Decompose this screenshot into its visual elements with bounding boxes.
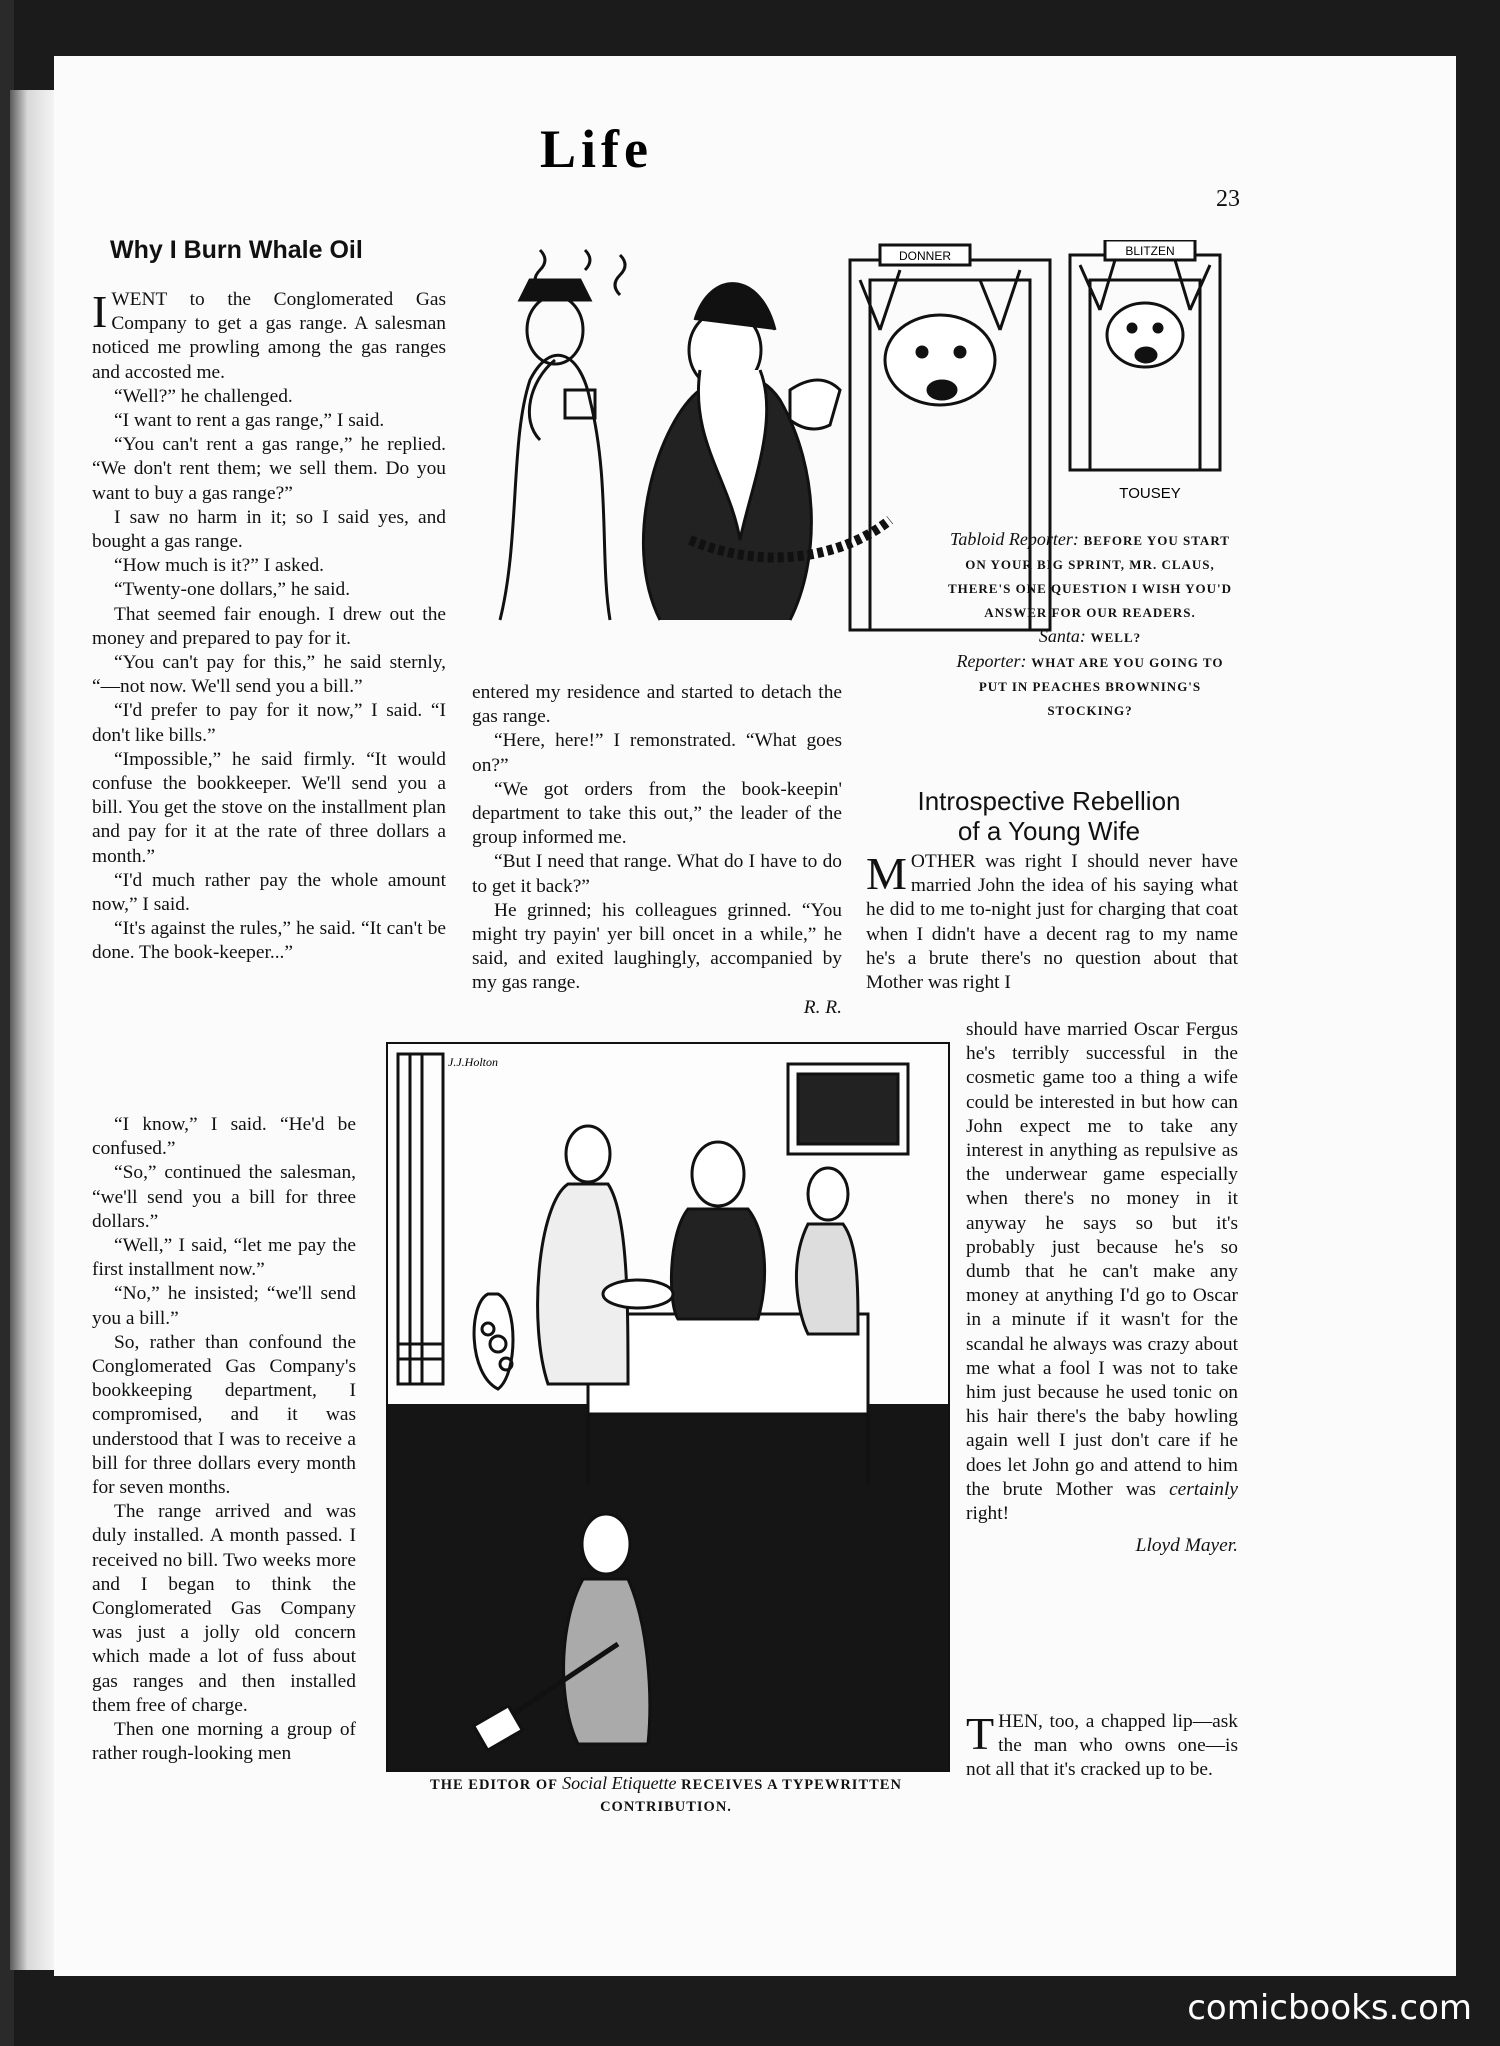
article-paragraph: I WENT to the Conglomerated Gas Company to get a gas range. A salesman noticed me prowling among the gas ranges and accosted me. <box>92 286 446 383</box>
speaker-label: Reporter: <box>956 651 1027 671</box>
article-paragraph: “I know,” I said. “He'd be confused.” <box>92 1114 356 1160</box>
caption-line: WELL? <box>1090 630 1142 645</box>
article-paragraph: So, rather than confound the Conglomerated Gas Company's bookkeeping department, I compromised, and it was understood that I was to receive a bill for three dollars every month for seven months. <box>92 1331 356 1499</box>
article-paragraph: That seemed fair enough. I drew out the money and prepared to pay for it. <box>92 603 446 649</box>
whale-oil-column-2 <box>472 681 842 1020</box>
filler-paragraph: THEN, too, a chapped lip—ask the man who owns one—is not all that it's cracked up to be. <box>966 1708 1238 1781</box>
book-spine <box>10 90 54 1970</box>
article-signature: R. R. <box>803 996 842 1018</box>
sign-blitzen: BLITZEN <box>1125 244 1175 258</box>
article-paragraph: entered my residence and started to detach the gas range. <box>472 682 842 728</box>
article-paragraph: Then one morning a group of rather rough-looking men <box>92 1719 356 1765</box>
whale-oil-column-1 <box>92 288 446 966</box>
artist-signature: TOUSEY <box>1119 485 1181 502</box>
young-wife-column <box>866 850 1238 995</box>
etiquette-cartoon-caption: THE EDITOR OF Social Etiquette RECEIVES A TYPEWRITTEN CONTRIBUTION. <box>430 1773 902 1815</box>
article-paragraph: I saw no harm in it; so I said yes, and bought a gas range. <box>92 506 446 553</box>
article-signature: Lloyd Mayer. <box>1135 1535 1238 1557</box>
speaker-label: Santa: <box>1038 626 1086 646</box>
article-paragraph: “No,” he insisted; “we'll send you a bill.” <box>92 1283 356 1329</box>
etiquette-cartoon-illustration <box>386 1042 950 1772</box>
caption-line: BEFORE YOU START ON YOUR BIG SPRINT, MR. CLAUS, THERE'S ONE QUESTION I WISH YOU'D ANSWER FOR OUR READERS. <box>947 533 1233 620</box>
article-paragraph: “I want to rent a gas range,” I said. <box>114 410 385 432</box>
santa-cartoon-caption <box>940 528 1240 723</box>
article-headline-young-wife <box>868 786 1230 846</box>
article-paragraph: should have married Oscar Fergus he's terribly successful in the cosmetic game too a thing a wife could be interested in but how can John expect me to take any interest in anything as repulsive as the underwear game especially when there's no money in it anyway he says so but it's probably just because he's so dumb that he can't make any money at anything I'd go to Oscar in a minute if it wasn't for the scandal he always was crazy about me what a fool I was not to take him just because he used tonic on his hair there's the baby howling again well I just don't care if he does let John go and attend to him the brute Mother was certainly right! <box>966 1019 1238 1525</box>
chapped-lip-filler <box>966 1710 1238 1783</box>
speaker-label: Tabloid Reporter: <box>950 529 1079 549</box>
drop-cap: M <box>866 848 907 899</box>
article-paragraph: “Well,” I said, “let me pay the first installment now.” <box>92 1235 356 1281</box>
drop-cap: T <box>966 1708 995 1759</box>
young-wife-column-continued <box>966 1018 1238 1558</box>
drop-cap: I <box>92 286 108 337</box>
article-paragraph: “You can't pay for this,” he said sternly, “—not now. We'll send you a bill.” <box>92 652 446 698</box>
caption-line: WHAT ARE YOU GOING TO PUT IN PEACHES BROWNING'S STOCKING? <box>978 655 1224 718</box>
article-paragraph: “You can't rent a gas range,” he replied. “We don't rent them; we sell them. Do you want to buy a gas range?” <box>92 434 446 504</box>
article-paragraph: “We got orders from the book-keepin' department to take this out,” the leader of the group informed me. <box>472 778 842 849</box>
whale-oil-column-1-continued <box>92 1113 356 1766</box>
article-paragraph: He grinned; his colleagues grinned. “You might try payin' yer bill oncet in a while,” he said, and exited laughingly, accompanied by my gas range. <box>472 899 842 994</box>
article-paragraph: “Impossible,” he said firmly. “It would confuse the bookkeeper. We'll send you a bill. You get the stove on the installment plan and pay for it at the rate of three dollars a month.” <box>92 748 446 867</box>
article-headline-whale-oil: Why I Burn Whale Oil <box>110 236 363 264</box>
article-paragraph: “I'd much rather pay the whole amount now,” I said. <box>92 869 446 916</box>
page-number: 23 <box>1216 186 1240 212</box>
article-paragraph: MOTHER was right I should never have married John the idea of his saying what he did to me to-night just for charging that coat when I didn't have a decent rag to my name he's a brute there's no question about that Mother was right I <box>866 848 1238 994</box>
article-paragraph: “I'd prefer to pay for it now,” I said. “I don't like bills.” <box>92 700 446 746</box>
article-paragraph: “Twenty-one dollars,” he said. <box>114 579 351 601</box>
article-paragraph: “So,” continued the salesman, “we'll send you a bill for three dollars.” <box>92 1162 356 1232</box>
headline-line: Introspective Rebellion <box>917 786 1181 816</box>
article-paragraph: “Well?” he challenged. <box>114 385 293 407</box>
artist-signature: J.J.Holton <box>448 1055 498 1069</box>
article-paragraph: “It's against the rules,” he said. “It can't be done. The book-keeper...” <box>92 918 446 964</box>
watermark: comicbooks.com <box>1187 1988 1472 2028</box>
article-paragraph: “Here, here!” I remonstrated. “What goes on?” <box>472 730 842 776</box>
article-paragraph: The range arrived and was duly installed. A month passed. I received no bill. Two weeks more and I began to think the Conglomerated Gas Company was just a jolly old concern which made a lot of fuss about gas ranges and then installed them free of charge. <box>92 1501 356 1716</box>
article-paragraph: “How much is it?” I asked. <box>114 555 325 577</box>
headline-line: of a Young Wife <box>957 816 1141 846</box>
masthead: Life <box>540 119 653 179</box>
article-paragraph: “But I need that range. What do I have to do to get it back?” <box>472 851 842 897</box>
sign-donner: DONNER <box>898 249 952 263</box>
